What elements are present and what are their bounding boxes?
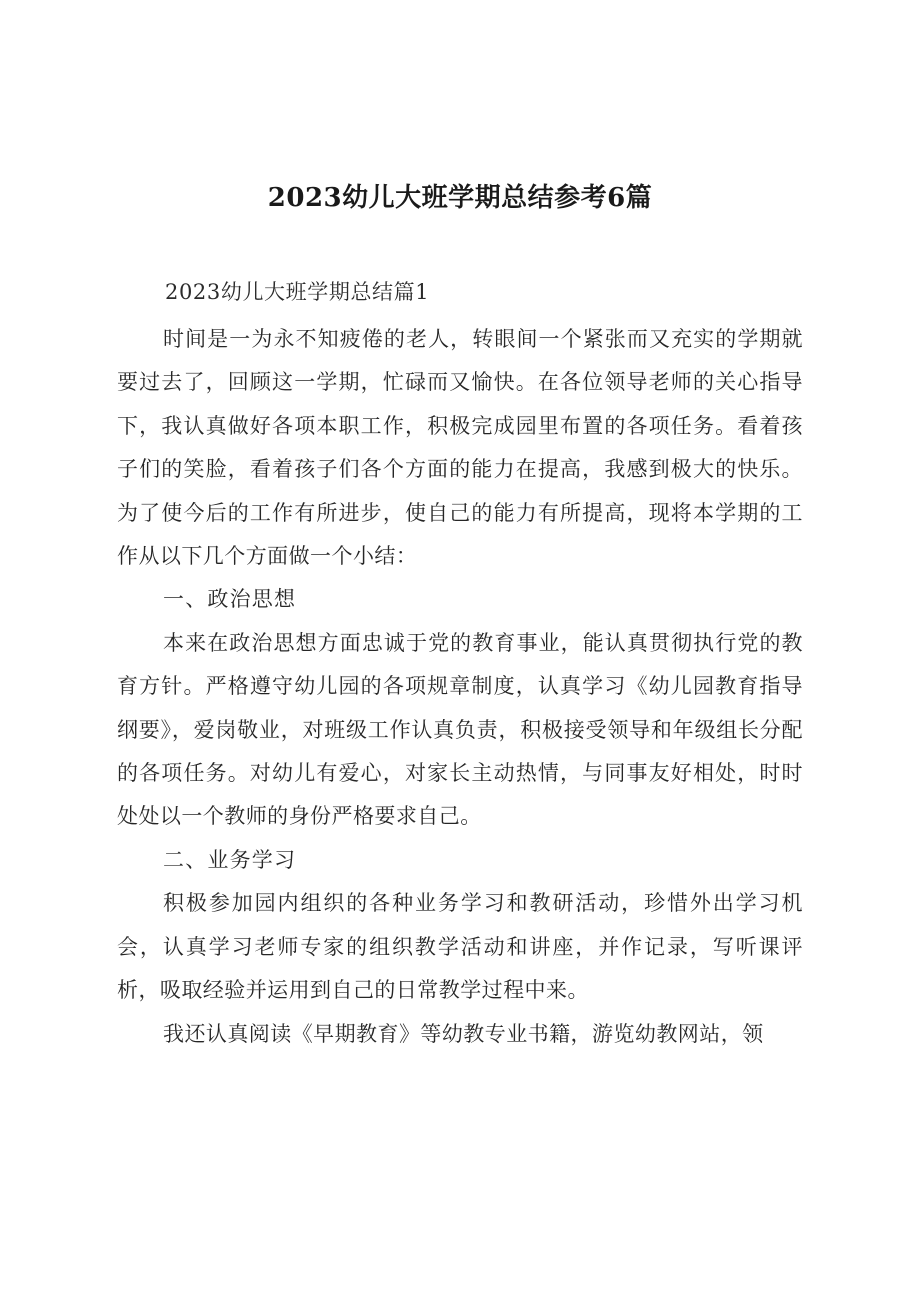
page-title: 2023幼儿大班学期总结参考6篇 — [267, 183, 653, 213]
section-heading-professional-study: 二、业务学习 — [163, 847, 297, 872]
document-body — [117, 318, 803, 1056]
section-heading-political-thought: 一、政治思想 — [163, 587, 297, 612]
political-thought-paragraph: 本来在政治思想方面忠诚于党的教育事业，能认真贯彻执行党的教育方针。严格遵守幼儿园的各项规章制度，认真学习《幼儿园教育指导纲要》，爱岗敬业，对班级工作认真负责，积极接受领导和年级组长分配的各项任务。对幼儿有爱心，对家长主动热情，与同事友好相处，时时处处以一个教师的身份严格要求自己。 — [117, 630, 803, 829]
reading-paragraph-partial: 我还认真阅读《早期教育》等幼教专业书籍，游览幼教网站，领 — [163, 1021, 764, 1046]
document-subtitle: 2023幼儿大班学期总结篇1 — [165, 280, 430, 304]
intro-paragraph: 时间是一为永不知疲倦的老人，转眼间一个紧张而又充实的学期就要过去了，回顾这一学期，忙碌而又愉快。在各位领导老师的关心指导下，我认真做好各项本职工作，积极完成园里布置的各项任务。看着孩子们的笑脸，看着孩子们各个方面的能力在提高，我感到极大的快乐。为了使今后的工作有所进步，使自己的能力有所提高，现将本学期的工作从以下几个方面做一个小结： — [117, 327, 803, 569]
professional-study-paragraph: 积极参加园内组织的各种业务学习和教研活动，珍惜外出学习机会，认真学习老师专家的组织教学活动和讲座，并作记录，写听课评析，吸取经验并运用到自己的日常教学过程中来。 — [117, 891, 803, 1003]
